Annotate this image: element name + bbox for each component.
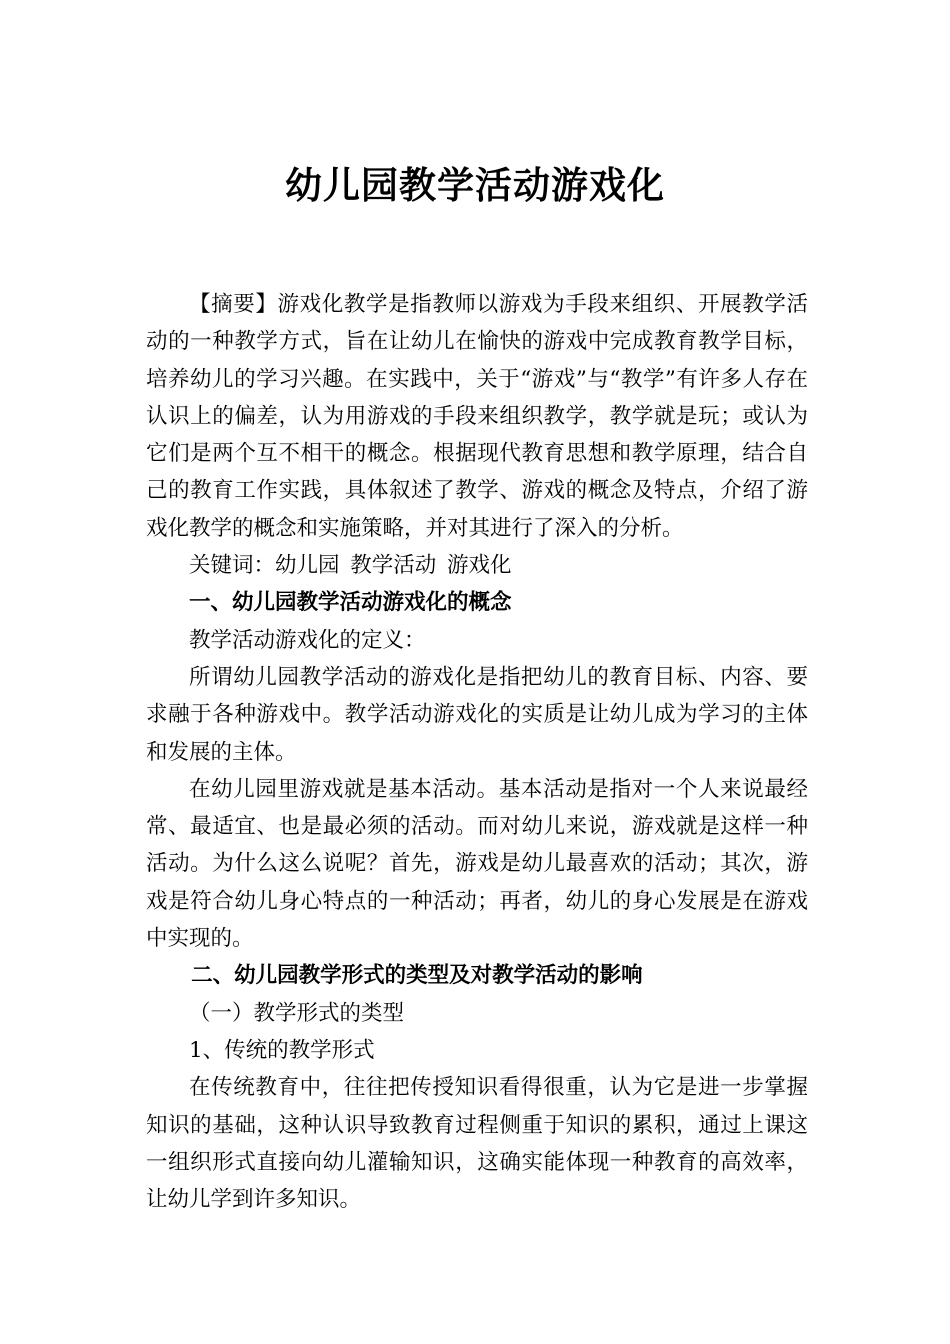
section-2-heading: 二、幼儿园教学形式的类型及对教学活动的影响 — [191, 963, 643, 989]
document-title: 幼儿园教学活动游戏化 — [285, 163, 665, 207]
section-1-heading: 一、幼儿园教学活动游戏化的概念 — [189, 590, 512, 616]
keyword-item: 幼儿园 — [275, 553, 340, 579]
keyword-item: 游戏化 — [447, 553, 512, 579]
subsection-heading: （一）教学形式的类型 — [189, 1000, 405, 1026]
body-paragraph: 所谓幼儿园教学活动的游戏化是指把幼儿的教育目标、内容、要求融于各种游戏中。教学活动游戏化的实质是让幼儿成为学习的主体和发展的主体。 — [146, 664, 808, 765]
keywords-line — [146, 547, 808, 584]
keyword-item: 教学活动 — [350, 553, 437, 579]
item-heading: 1、传统的教学形式 — [189, 1037, 375, 1063]
document-body — [146, 286, 808, 1218]
abstract-paragraph: 【摘要】游戏化教学是指教师以游戏为手段来组织、开展教学活动的一种教学方式，旨在让幼儿在愉快的游戏中完成教育教学目标，培养幼儿的学习兴趣。在实践中，关于“游戏”与“教学”有许多人存在认识上的偏差，认为用游戏的手段来组织教学，教学就是玩；或认为它们是两个互不相干的概念。根据现代教育思想和教学原理，结合自己的教育工作实践，具体叙述了教学、游戏的概念及特点，介绍了游戏化教学的概念和实施策略，并对其进行了深入的分析。 — [146, 292, 809, 541]
keywords-label: 关键词： — [189, 553, 276, 579]
body-paragraph: 在幼儿园里游戏就是基本活动。基本活动是指对一个人来说最经常、最适宜、也是最必须的活动。而对幼儿来说，游戏就是这样一种活动。为什么这么说呢？首先，游戏是幼儿最喜欢的活动；其次，游戏是符合幼儿身心特点的一种活动；再者，幼儿的身心发展是在游戏中实现的。 — [146, 776, 808, 952]
body-paragraph: 在传统教育中，往往把传授知识看得很重，认为它是进一步掌握知识的基础，这种认识导致教育过程侧重于知识的累积，通过上课这一组织形式直接向幼儿灌输知识，这确实能体现一种教育的高效率，让幼儿学到许多知识。 — [146, 1075, 808, 1213]
definition-label: 教学活动游戏化的定义： — [189, 627, 426, 653]
